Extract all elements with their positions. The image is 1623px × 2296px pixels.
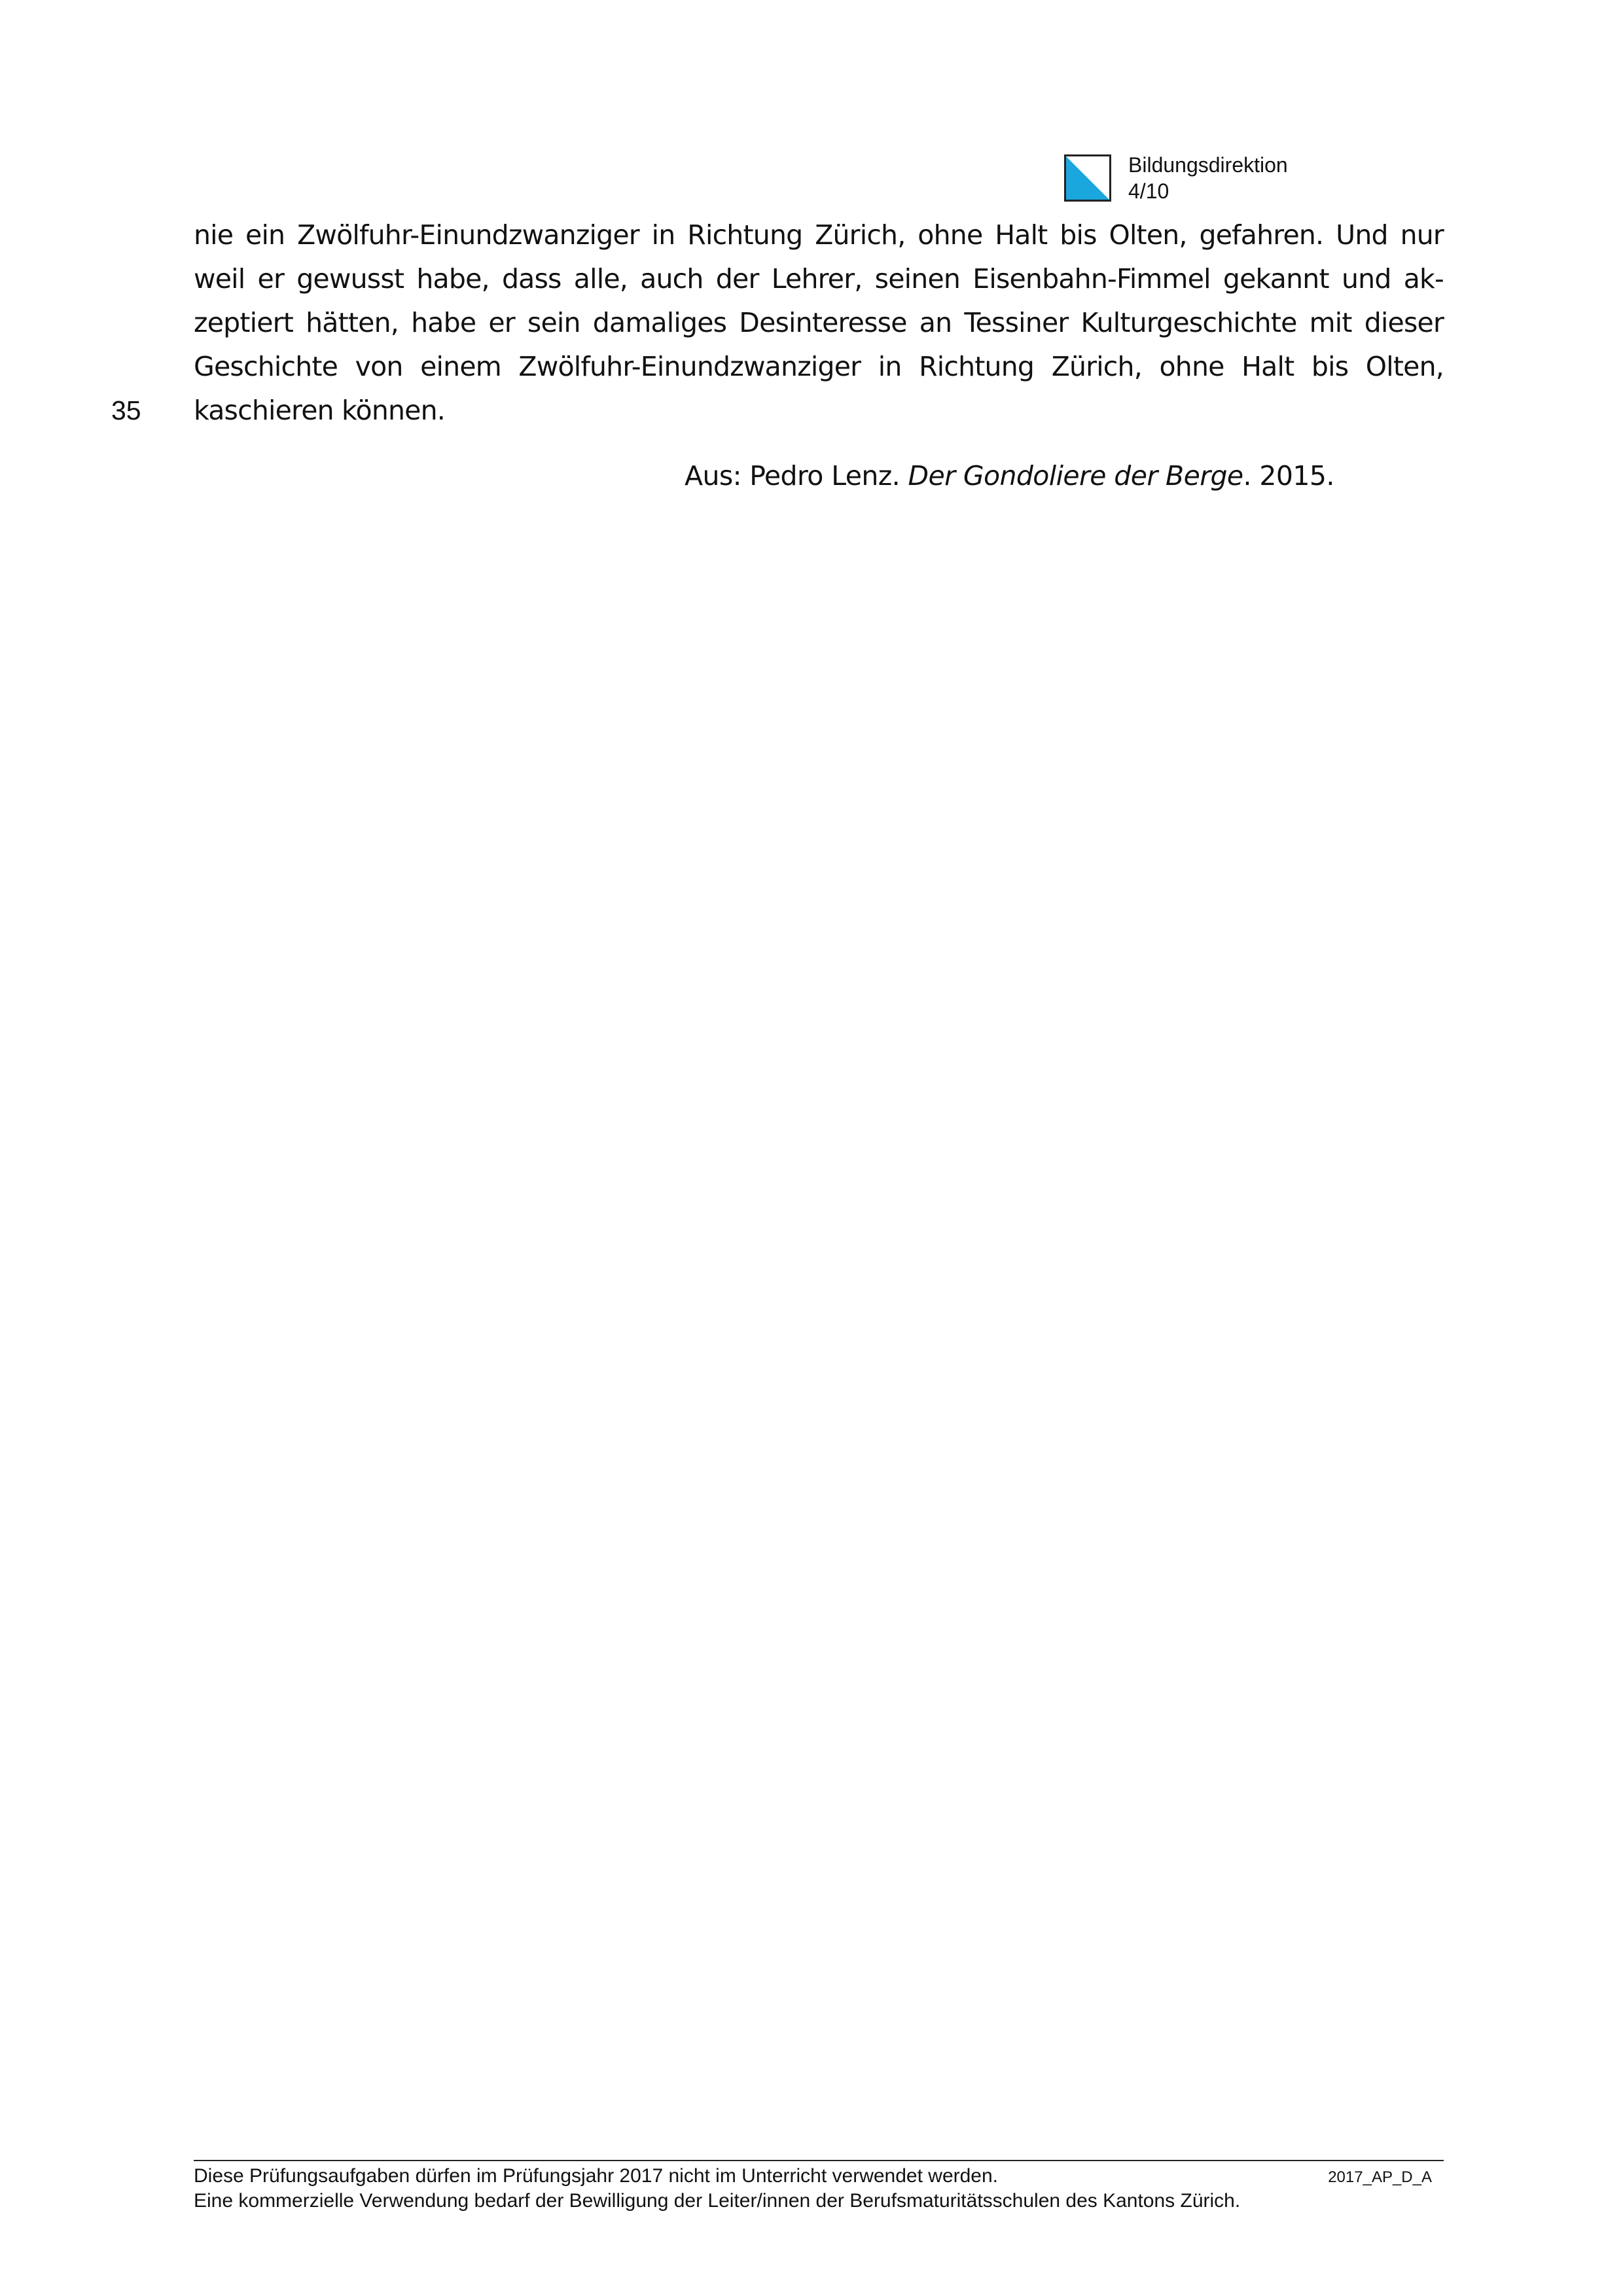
page-header [1064,152,1339,204]
text-line: weil er gewusst habe, dass alle, auch der Lehrer, seinen Eisenbahn-Fimmel gekannt und ak- [194,263,1444,295]
header-text [1128,152,1288,204]
text-line: Geschichte von einem Zwölfuhr-Einundzwanziger in Richtung Zürich, ohne Halt bis Olten, [194,351,1444,382]
line-number: 35 [111,395,141,425]
footer-notice: Diese Prüfungsaufgaben dürfen im Prüfungsjahr 2017 nicht im Unterricht verwendet werden. [194,2165,999,2187]
page-number: 4/10 [1128,179,1169,203]
source-prefix: Aus: Pedro Lenz. [685,460,908,492]
source-citation [685,454,1334,498]
text-line: nie ein Zwölfuhr-Einundzwanziger in Richtung Zürich, ohne Halt bis Olten, gefahren. Und nur [194,219,1444,251]
footer-divider [194,2160,1444,2161]
source-title: Der Gondoliere der Berge [908,460,1243,492]
text-line: kaschieren können. [194,395,446,426]
page-footer [194,2164,1444,2214]
footer-license: Eine kommerzielle Verwendung bedarf der Bewilligung der Leiter/innen der Berufsmaturitätsschulen des Kantons Zürich. [194,2190,1241,2212]
document-code: 2017_AP_D_A [1328,2168,1432,2186]
text-line: zeptiert hätten, habe er sein damaliges Desinteresse an Tessiner Kulturgeschichte mit dieser [194,307,1444,338]
institution-name: Bildungsdirektion [1128,153,1288,177]
text-excerpt [194,213,1444,433]
source-suffix: . 2015. [1243,460,1334,492]
zurich-coat-of-arms-icon [1064,154,1111,202]
